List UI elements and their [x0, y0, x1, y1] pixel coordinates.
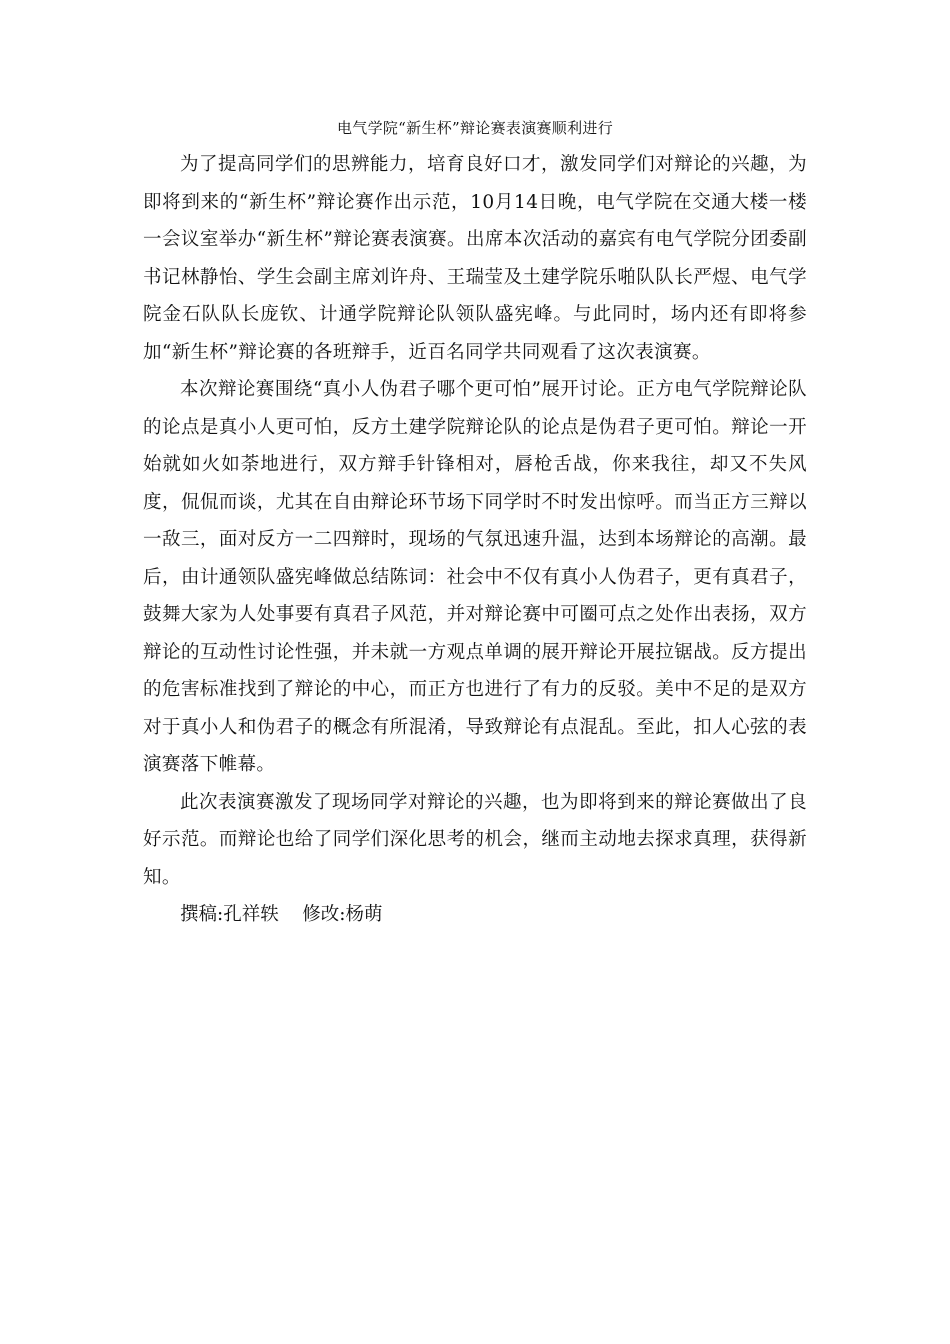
paragraph-conclusion: 此次表演赛激发了现场同学对辩论的兴趣，也为即将到来的辩论赛做出了良好示范。而辩论也给了同学们深化思考的机会，继而主动地去探求真理，获得新知。 [143, 791, 807, 888]
paragraph-debate: 本次辩论赛围绕“真小人伪君子哪个更可怕”展开讨论。正方电气学院辩论队的论点是真小人更可怕，反方土建学院辩论队的论点是伪君子更可怕。辩论一开始就如火如荼地进行，双方辩手针锋相对，唇枪舌战，你来我往，却又不失风度，侃侃而谈，尤其在自由辩论环节场下同学时不时发出惊呼。而当正方三辩以一敌三，面对反方一二四辩时，现场的气氛迅速升温，达到本场辩论的高潮。最后，由计通领队盛宪峰做总结陈词：社会中不仅有真小人伪君子，更有真君子，鼓舞大家为人处事要有真君子风范，并对辩论赛中可圈可点之处作出表扬，双方辩论的互动性讨论性强，并未就一方观点单调的展开辩论开展拉锯战。反方提出的危害标准找到了辩论的中心，而正方也进行了有力的反驳。美中不足的是双方对于真小人和伪君子的概念有所混淆，导致辩论有点混乱。至此，扣人心弦的表演赛落下帷幕。 [143, 379, 807, 775]
document-page [143, 118, 807, 934]
paragraph-intro: 为了提高同学们的思辨能力，培育良好口才，激发同学们对辩论的兴趣，为即将到来的“新生杯”辩论赛作出示范，10月14日晚，电气学院在交通大楼一楼一会议室举办“新生杯”辩论赛表演赛。出席本次活动的嘉宾有电气学院分团委副书记林静怡、学生会副主席刘许舟、王瑞莹及土建学院乐啪队队长严煜、电气学院金石队队长庞钦、计通学院辩论队领队盛宪峰。与此同时，场内还有即将参加“新生杯”辩论赛的各班辩手，近百名同学共同观看了这次表演赛。 [143, 154, 807, 363]
document-title: 电气学院“新生杯”辩论赛表演赛顺利进行 [336, 119, 614, 137]
author-byline: 撰稿:孔祥轶 修改:杨萌 [180, 904, 383, 925]
